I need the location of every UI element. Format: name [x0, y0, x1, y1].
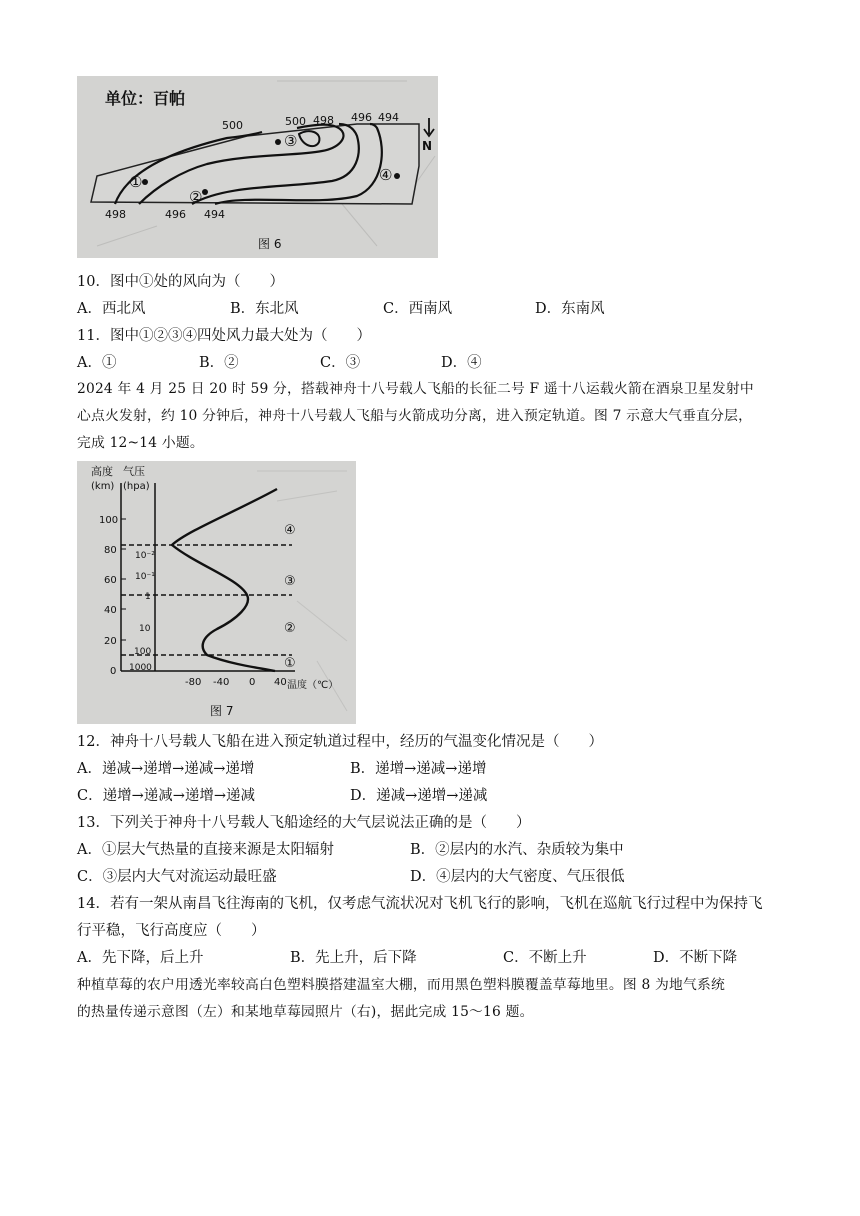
x-tick-neg80: -80	[185, 677, 202, 688]
iso-label-top-5: 494	[378, 111, 399, 124]
point-4-label: ④	[379, 166, 393, 184]
q11-option-a: A．①	[77, 355, 117, 371]
intro2-line-2: 的热量传递示意图（左）和某地草莓园照片（右)，据此完成 15～16 题。	[77, 1004, 534, 1020]
fig6-unit: 单位：百帕	[105, 89, 186, 108]
point-1-label: ①	[129, 173, 143, 191]
y-label-height: 高度	[91, 465, 113, 478]
q13-option-a: A．①层大气热量的直接来源是太阳辐射	[77, 842, 334, 858]
iso-label-bottom-1: 498	[105, 208, 126, 221]
q13-option-c: C．③层内大气对流运动最旺盛	[77, 869, 277, 885]
point-3-dot	[275, 139, 281, 145]
iso-label-top-4: 496	[351, 111, 372, 124]
q13-option-b: B．②层内的水汽、杂质较为集中	[410, 842, 624, 858]
pressure-tick-1e-1: 10⁻¹	[135, 572, 155, 582]
x-tick-40: 40	[274, 677, 287, 688]
q12-option-c: C．递增→递减→递增→递减	[77, 788, 256, 804]
layer-2-label: ②	[284, 621, 296, 636]
q13-stem: 13．下列关于神舟十八号载人飞船途经的大气层说法正确的是（ ）	[77, 815, 531, 831]
point-1-dot	[142, 179, 148, 185]
pressure-tick-10: 10	[139, 624, 151, 634]
height-tick-20: 20	[104, 636, 117, 647]
y-unit-height: (km)	[91, 481, 115, 492]
x-axis-label: 温度（℃）	[287, 680, 339, 691]
point-4-dot	[394, 173, 400, 179]
intro1-line-2: 心点火发射，约 10 分钟后，神舟十八号载人飞船与火箭成功分离，进入预定轨道。图 7 示意大气垂直分层，	[77, 408, 753, 424]
q10-option-c: C．西南风	[383, 301, 453, 317]
pressure-tick-1: 1	[145, 592, 151, 602]
q10-option-b: B．东北风	[230, 301, 299, 317]
q10-option-a: A．西北风	[77, 301, 146, 317]
height-tick-40: 40	[104, 605, 117, 616]
pressure-tick-1000: 1000	[129, 663, 152, 673]
iso-label-bottom-3: 494	[204, 208, 225, 221]
pressure-tick-1e-2: 10⁻²	[135, 551, 155, 561]
q12-option-d: D．递减→递增→递减	[350, 788, 488, 804]
figure-6-photo	[77, 76, 438, 258]
q11-option-b: B．②	[199, 355, 239, 371]
q14-option-c: C．不断上升	[503, 950, 587, 966]
q14-option-d: D．不断下降	[653, 950, 738, 966]
figure-7-photo	[77, 461, 356, 724]
iso-label-top-2: 500	[285, 115, 306, 128]
y-label-pressure: 气压	[123, 465, 145, 478]
point-2-label: ②	[189, 188, 203, 206]
q14-option-a: A．先下降，后上升	[77, 950, 204, 966]
layer-3-label: ③	[284, 574, 296, 589]
q14-stem-line-2: 行平稳，飞行高度应（ ）	[77, 923, 266, 939]
pressure-tick-100: 100	[134, 647, 152, 657]
height-tick-80: 80	[104, 545, 117, 556]
point-2-dot	[202, 189, 208, 195]
atmosphere-profile-chart	[77, 461, 356, 724]
q11-stem: 11．图中①②③④四处风力最大处为（ ）	[77, 328, 371, 344]
height-tick-100: 100	[99, 515, 119, 526]
y-unit-pressure: (hpa)	[123, 481, 150, 492]
point-3-label: ③	[284, 132, 298, 150]
q14-option-b: B．先上升，后下降	[290, 950, 417, 966]
x-tick-neg40: -40	[213, 677, 230, 688]
q12-option-a: A．递减→递增→递减→递增	[77, 761, 255, 777]
layer-4-label: ④	[284, 523, 296, 538]
intro2-line-1: 种植草莓的农户用透光率较高白色塑料膜搭建温室大棚，而用黑色塑料膜覆盖草莓地里。图 8 为地气系统	[77, 977, 726, 993]
height-tick-60: 60	[104, 575, 117, 586]
intro1-line-3: 完成 12~14 小题。	[77, 435, 204, 451]
north-label: N	[422, 139, 433, 153]
q10-stem: 10．图中①处的风向为（ ）	[77, 274, 284, 290]
iso-label-top-3: 498	[313, 114, 334, 127]
x-tick-0: 0	[249, 677, 256, 688]
fig7-caption: 图 7	[210, 704, 234, 718]
q10-option-d: D．东南风	[535, 301, 605, 317]
layer-1-label: ①	[284, 656, 296, 671]
height-tick-0: 0	[110, 666, 117, 677]
fig6-caption: 图 6	[258, 237, 282, 251]
q11-option-c: C．③	[320, 355, 361, 371]
iso-label-bottom-2: 496	[165, 208, 186, 221]
iso-label-top-1: 500	[222, 119, 243, 132]
q12-stem: 12．神舟十八号载人飞船在进入预定轨道过程中，经历的气温变化情况是（ ）	[77, 734, 603, 750]
isobar-map	[77, 76, 438, 258]
q14-stem-line-1: 14．若有一架从南昌飞往海南的飞机，仅考虑气流状况对飞机飞行的影响，飞机在巡航飞行过程中为保持飞	[77, 896, 763, 912]
q11-option-d: D．④	[441, 355, 482, 371]
intro1-line-1: 2024 年 4 月 25 日 20 时 59 分，搭载神舟十八号载人飞船的长征二号 F 遥十八运载火箭在酒泉卫星发射中	[77, 381, 754, 397]
q12-option-b: B．递增→递减→递增	[350, 761, 487, 777]
q13-option-d: D．④层内的大气密度、气压很低	[410, 869, 625, 885]
